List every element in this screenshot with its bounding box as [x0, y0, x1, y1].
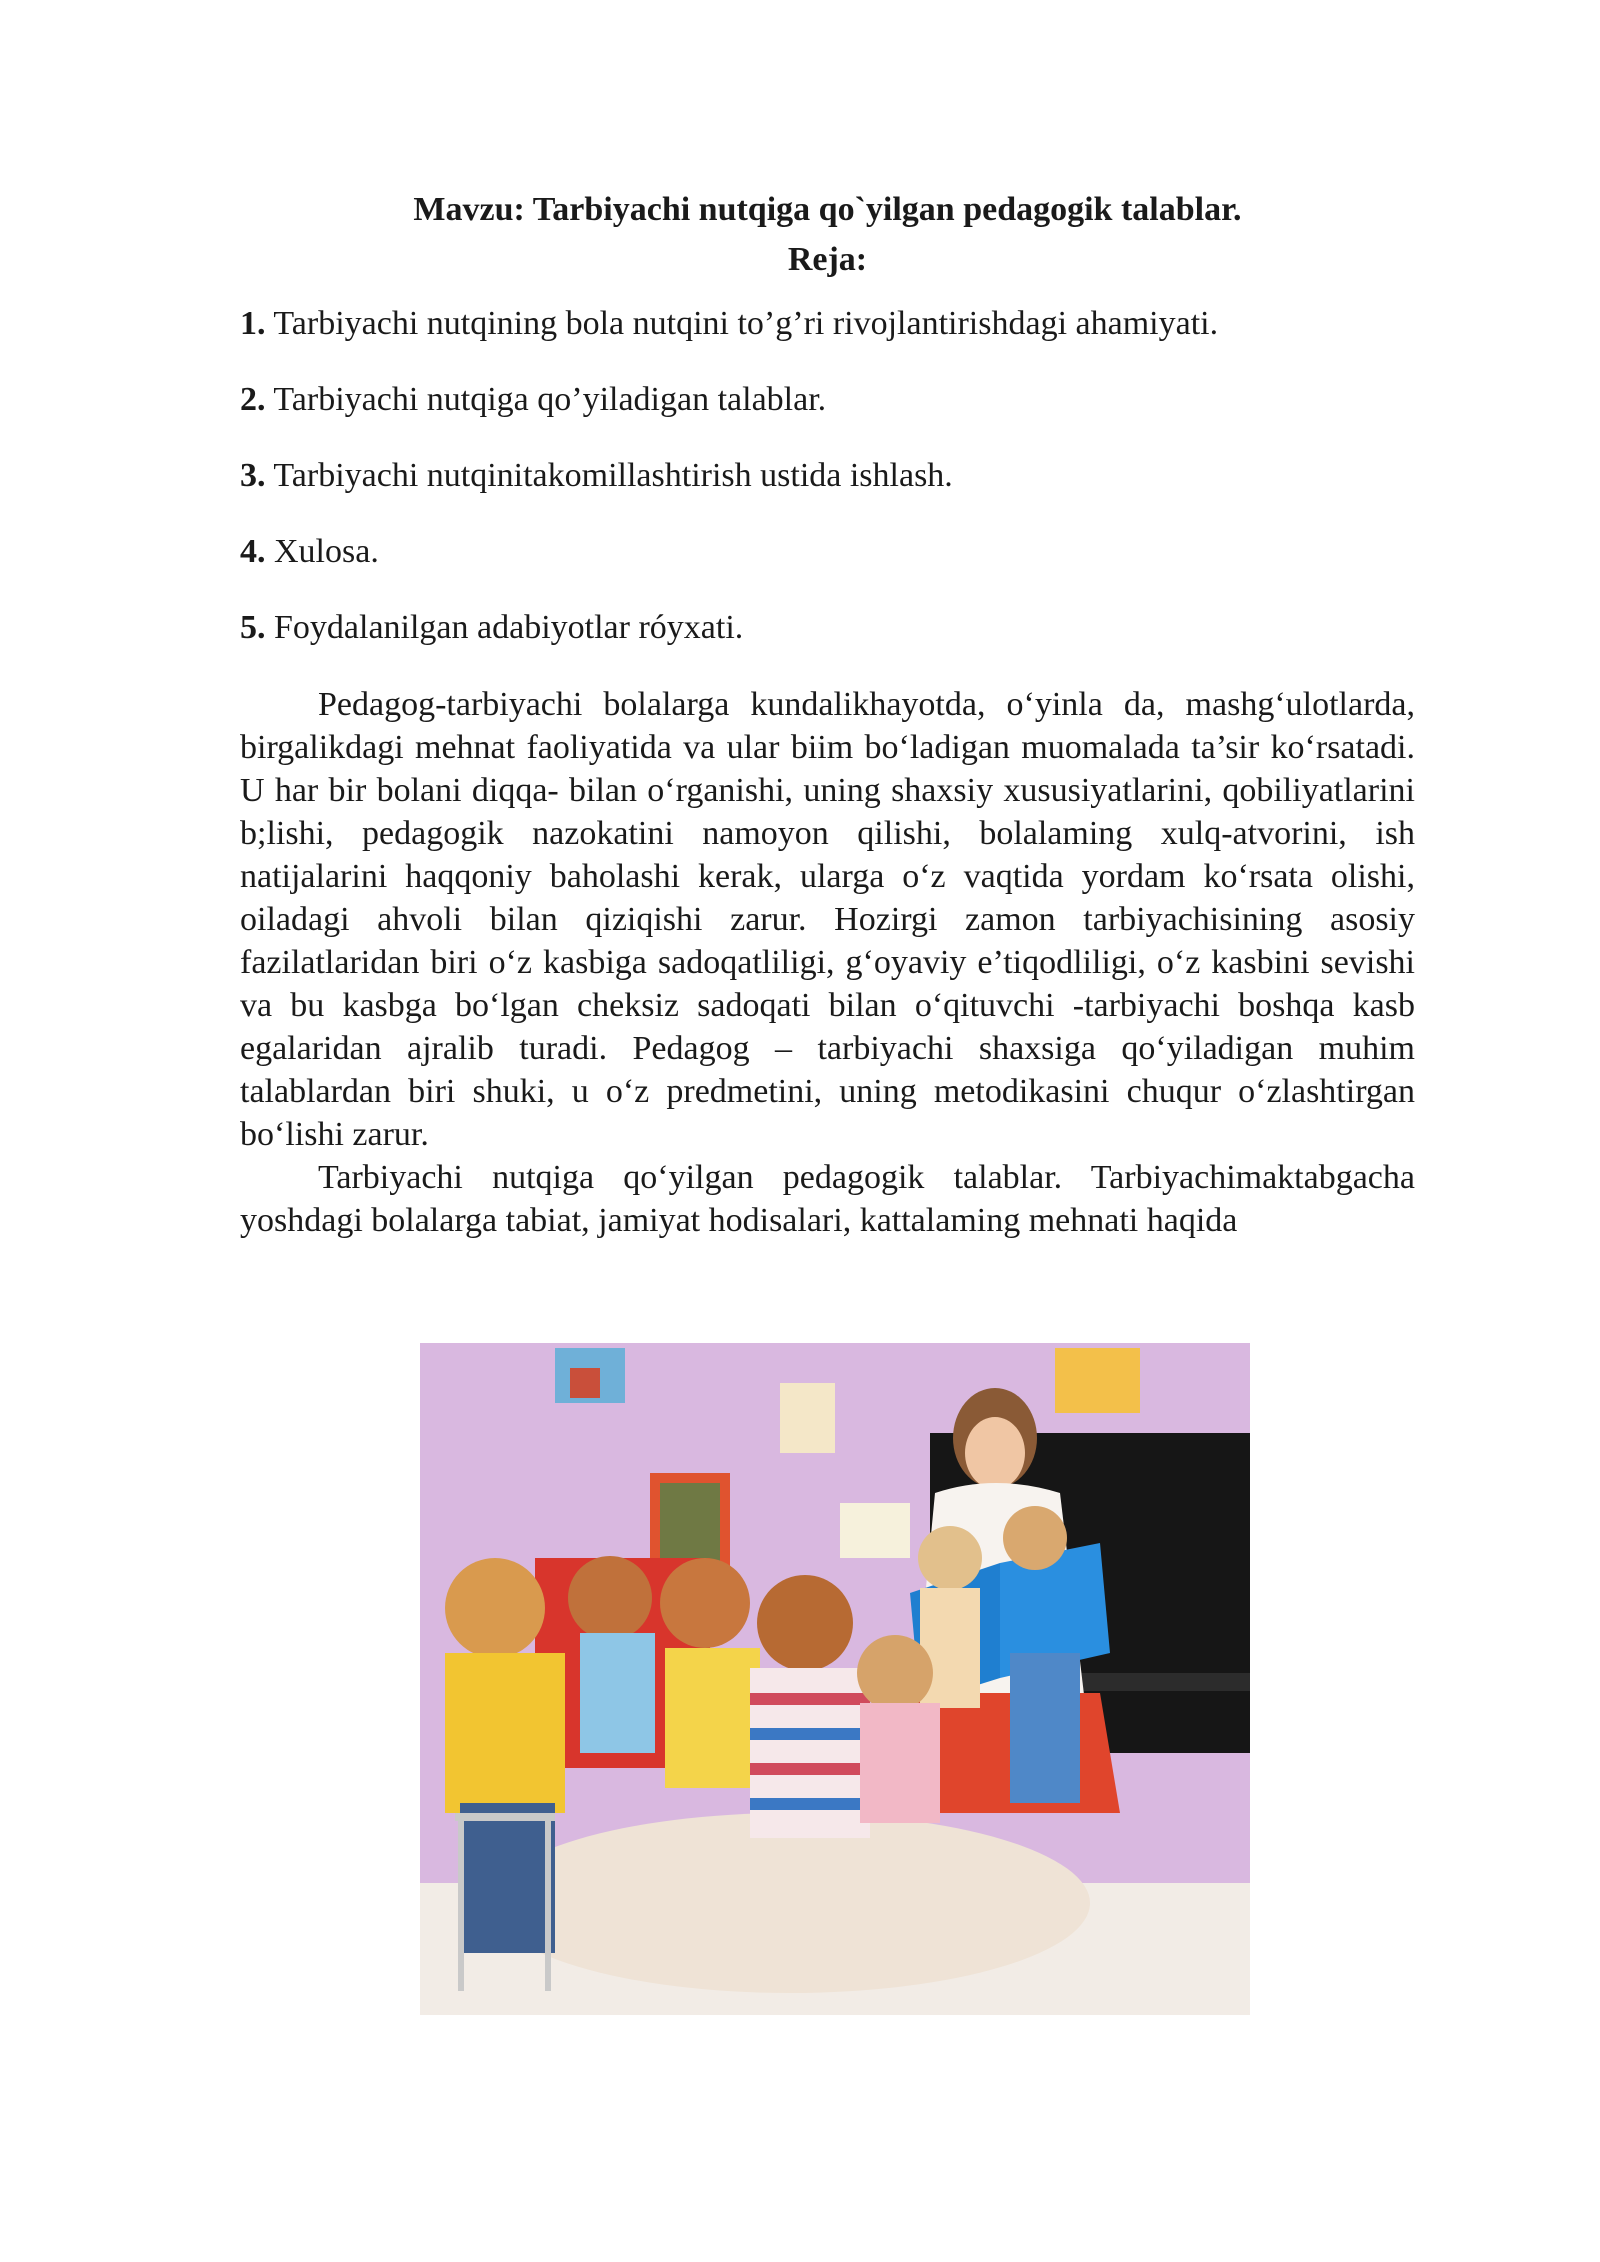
photo-chair-leg [458, 1821, 464, 1991]
photo-child-head [757, 1575, 853, 1671]
photo-child-body [860, 1703, 940, 1823]
plan-heading: Reja: [787, 241, 868, 278]
photo-child-body [665, 1648, 760, 1788]
plan-item-number: 2. [240, 381, 266, 418]
photo-child-head [445, 1558, 545, 1658]
plan-item [240, 455, 1415, 497]
photo-wall-picture-inner [660, 1483, 720, 1563]
photo-child-body [580, 1633, 655, 1753]
photo-child-legs [460, 1803, 555, 1953]
plan-item-number: 3. [240, 457, 266, 494]
document-title: Mavzu: Tarbiyachi nutqiga qo`yilgan pedagogik talablar. [413, 191, 1242, 228]
photo-child-body [445, 1653, 565, 1813]
classroom-photo [420, 1343, 1250, 2015]
photo-child-head [568, 1556, 652, 1640]
photo-child-shirt-stripe [750, 1728, 870, 1740]
photo-wall-picture [780, 1383, 835, 1453]
photo-child-head [660, 1558, 750, 1648]
photo-child-legs [1010, 1653, 1080, 1803]
plan-item [240, 303, 1415, 345]
plan-item-number: 4. [240, 533, 266, 570]
photo-child-shirt-stripe [750, 1693, 870, 1705]
photo-chair [455, 1813, 555, 1821]
body-paragraph: Tarbiyachi nutqiga qo‘yilgan pedagogik talablar. Tarbiyachimaktabgacha yoshdagi bolalarga tabiat, jamiyat hodisalari, kattalaming mehnati haqida [240, 1159, 1415, 1239]
photo-cushion [490, 1813, 1090, 1993]
body-paragraph: Pedagog-tarbiyachi bolalarga kundalikhayotda, o‘yinla da, mashg‘ulotlarda, birgalikdagi mehnat faoliyatida va ular biim bo‘ladigan muomalada ta’sir ko‘rsatadi. U har bir bolani diqqa- bilan o‘rganishi, uning shaxsiy xususiyatlarini, qobiliyatlarini b;lishi, pedagogik nazokatini namoyon qilishi, bolalaming xulq-atvorini, ish natijalarini haqqoniy baholashi kerak, ularga o‘z vaqtida yordam ko‘rsata olishi, oiladagi ahvoli bilan qiziqishi zarur. Hozirgi zamon tarbiyachisining asosiy fazilatlaridan biri o‘z kasbiga sadoqatliligi, g‘oyaviy e’tiqodliligi, o‘z kasbini sevishi va bu kasbga bo‘lgan cheksiz sadoqati bilan o‘qituvchi -tarbiyachi boshqa kasb egalaridan ajralib turadi. Pedagog – tarbiyachi shaxsiga qo‘yiladigan muhim talablardan biri shuki, u o‘z predmetini, uning metodikasini chuqur o‘zlashtirgan bo‘lishi zarur. [240, 686, 1415, 1153]
plan-item-text: Xulosa. [265, 533, 379, 570]
photo-child-body [920, 1588, 980, 1708]
plan-item [240, 531, 1415, 573]
classroom-illustration [420, 1343, 1250, 2015]
photo-chair-leg [545, 1821, 551, 1991]
plan-item-number: 1. [240, 305, 266, 342]
plan-list [240, 303, 1415, 649]
photo-child-shirt-stripe [750, 1798, 870, 1810]
plan-item-text: Tarbiyachi nutqiga qo’yiladigan talablar. [265, 381, 827, 418]
plan-item-text: Tarbiyachi nutqining bola nutqini to’g’ri rivojlantirishdagi ahamiyati. [265, 305, 1219, 342]
photo-wall-picture [840, 1503, 910, 1558]
photo-child-head [918, 1526, 982, 1590]
photo-child-head [1003, 1506, 1067, 1570]
photo-child-shirt-stripe [750, 1763, 870, 1775]
photo-wall-picture [1055, 1348, 1140, 1413]
photo-child-head [857, 1635, 933, 1711]
plan-item-text: Tarbiyachi nutqinitakomillashtirish ustida ishlash. [265, 457, 953, 494]
document-page [240, 185, 1415, 1242]
photo-wall-picture-house [570, 1368, 600, 1398]
plan-item-number: 5. [240, 609, 266, 646]
plan-item-text: Foydalanilgan adabiyotlar róyxati. [265, 609, 744, 646]
plan-item [240, 379, 1415, 421]
photo-teacher-face [965, 1417, 1025, 1489]
plan-item [240, 607, 1415, 649]
